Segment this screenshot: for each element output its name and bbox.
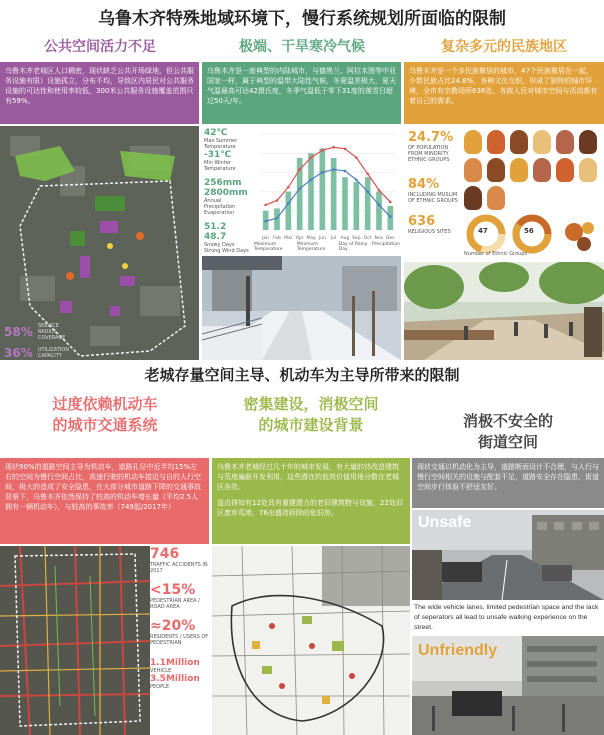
section-desc-climate: 乌鲁木齐是一座典型的内陆城市，与德黑兰、阿拉木图等中亚国家一样，属于典型的温带大陆性气候，冬夏温差极大，夏天气温最高可达42摄氏度，冬季气温低于零下31度的落雪日超过50天/年。	[202, 62, 401, 124]
x-tick-label: Dec	[385, 236, 395, 241]
precipitation-bar	[320, 148, 326, 230]
max-temp-point	[276, 199, 279, 202]
legend-item: Precipitation	[371, 242, 400, 247]
person-icon	[556, 130, 574, 154]
section-desc-construction: 乌鲁木齐老城经过几十年的城市发展，有大量的待改造建筑与荒地遍新开发利用，这些潜在的低效价值用地分散在老城区各处。 盘点得知有12处具有重建潜力的老旧建筑物与设施，22处旧区废弃荒地，76出盛待拆除的危旧房。	[212, 458, 410, 544]
max-temp-point	[321, 149, 324, 152]
precipitation-bar	[365, 177, 371, 230]
section-title-public-space: 公共空间活力不足	[44, 39, 156, 55]
max-temp-point	[366, 173, 369, 176]
legend-item: Minimum Temperature	[296, 242, 326, 252]
x-tick-label: Oct	[363, 236, 372, 241]
x-tick-label: Apr	[295, 236, 304, 241]
max-temp-point	[332, 146, 335, 149]
stat-accidents: 746	[150, 546, 180, 562]
min-temp-point	[310, 178, 313, 181]
traffic-map-graphic	[0, 546, 150, 735]
legend-item: Day of Rainy Day	[338, 242, 368, 252]
max-temp-point	[344, 147, 347, 150]
person-icon	[510, 130, 528, 154]
x-tick-label: Feb	[273, 236, 281, 241]
min-temp-point	[344, 170, 347, 173]
section-desc-public-space: 乌鲁木齐老城区人口稠密，现状缺乏公共开场绿地，但公共服务设施有限）设施孤立，分布不均，导致区内居民对公共服务设施的可达性和使用率较低，300米公共服务设施覆盖范围只有59%。	[0, 62, 199, 124]
traffic-map	[0, 546, 150, 735]
plaza-photo	[404, 262, 604, 360]
min-temp-point	[332, 168, 335, 171]
section-title-street: 消极不安全的 街道空间	[462, 412, 553, 451]
precipitation-bar	[308, 153, 314, 230]
max-temp-point	[264, 204, 267, 207]
x-tick-label: Jan	[262, 236, 270, 241]
section-desc-street: 现状交通以机动化为主导，道路断面设计不合理，与人行与慢行空间相关的设施与配套不足，道路安全存在隐患，街道空间步行体验不舒适友好。	[412, 458, 604, 508]
stat-vehicles: 1.1Million	[150, 658, 200, 668]
person-icon	[579, 130, 597, 154]
stat-service-radius: 58% SERVICE RADIUS COVERAGE	[4, 322, 66, 341]
x-tick-label: Sep	[352, 236, 361, 241]
ethnic-count-label: Number of Ethnic Groups	[464, 251, 528, 257]
ethnic-count-2: 56	[524, 227, 534, 235]
precipitation-bar	[286, 192, 292, 230]
x-tick-label: Jun	[318, 236, 326, 241]
snow-street-photo	[202, 256, 401, 360]
people-icon-grid	[464, 130, 600, 210]
unsafe-street-photo	[412, 510, 604, 600]
min-temp-point	[355, 178, 358, 181]
precipitation-bar	[342, 177, 348, 230]
x-tick-label: Mar	[284, 236, 293, 241]
construction-map-graphic	[212, 546, 410, 735]
section-title-ethnic: 复杂多元的民族地区	[441, 39, 567, 55]
ethnic-count: 47	[478, 227, 488, 235]
person-icon	[579, 158, 597, 182]
person-icon	[556, 158, 574, 182]
section-title-traffic: 过度依赖机动车 的城市交通系统	[52, 395, 158, 434]
min-temp-point	[298, 187, 301, 190]
stat-pedestrian-area: <15%	[150, 582, 196, 598]
stat-pedestrian-users: ≈20%	[150, 618, 196, 634]
label-unsafe: Unsafe	[418, 514, 472, 531]
max-temp-point	[287, 186, 290, 189]
ethnic-panel	[404, 126, 604, 260]
legend-item: Maximum Temperature	[254, 242, 283, 252]
ethnic-stats: 24.7% OF POPULATION FROM MINORITY ETHNIC GROUPS 84% INCLUDING MUSLIM OF ETHNIC GROUPS 636 RELIGIOUS SITES	[408, 130, 458, 235]
max-temp-point	[298, 168, 301, 171]
person-icon	[464, 130, 482, 154]
section-desc-ethnic: 乌鲁木齐是一个多民族聚居的城市，47个民族聚居在一起，少数民族占比24.8%，各种文化交织，形成了独特的城市环境，全市有宗教场所636处，各族人民对城市空间与活动都有着自己的需求。	[404, 62, 604, 124]
person-icon	[464, 158, 482, 182]
chart-legend	[254, 242, 400, 252]
person-icon	[533, 130, 551, 154]
x-tick-label: Jul	[330, 236, 337, 241]
section-desc-traffic: 现状90%的道路空间主导为机动车，道路孔径中近半均15%左右的空间为慢行空间占比，高速行驶的机动车接近与自的人行空间，极大的造成了安全隐患，在大部分城市道路下降的交通事故背景下，乌鲁木齐依然保持了较高的机动车增长量（平均2.5人拥有一辆机动车），与较高的事故率（749起/2017年）	[0, 458, 209, 544]
min-temp-point	[378, 204, 381, 207]
precipitation-bar	[354, 182, 360, 230]
x-tick-label: Aug	[340, 236, 350, 241]
person-icon	[464, 186, 482, 210]
x-tick-label: May	[306, 236, 316, 241]
min-temp-line	[266, 169, 391, 221]
section-header-old-city: 老城存量空间主导、机动车为主导所带来的限制	[144, 366, 460, 384]
max-temp-point	[310, 156, 313, 159]
climate-chart	[252, 130, 400, 242]
unfriendly-street-photo	[412, 636, 604, 735]
person-icon	[487, 130, 505, 154]
climate-stats: 42℃ Max Summer Temperature -31℃ Min Winter Temperature 256mm 2800mm Annual Precipitation Evaporation 51.2 48.7 Snowy Days Strong Wind Days	[204, 128, 249, 254]
min-temp-point	[366, 190, 369, 193]
plaza-photo-graphic	[404, 262, 604, 360]
snow-street-photo-graphic	[202, 256, 401, 360]
max-temp-point	[378, 189, 381, 192]
precipitation-bar	[376, 192, 382, 230]
min-temp-point	[321, 171, 324, 174]
climate-panel	[202, 126, 401, 254]
min-temp-point	[389, 215, 392, 218]
construction-map	[212, 546, 410, 735]
min-temp-point	[276, 217, 279, 220]
street-caption: The wide vehicle lanes, limited pedestrian space and the lack of seperators all lead to unsafe walking experience on the street.	[414, 604, 599, 631]
section-title-climate: 极端、干旱寒冷气候	[239, 39, 365, 55]
ethnic-donuts	[464, 214, 600, 258]
section-title-construction: 密集建设，消极空间 的城市建设背景	[243, 395, 379, 434]
min-temp-point	[287, 202, 290, 205]
max-temp-point	[389, 201, 392, 204]
stat-utilization: 36% UTILIZATION CAPACITY	[4, 346, 69, 360]
min-temp-point	[264, 220, 267, 223]
person-icon	[510, 158, 528, 182]
person-icon	[487, 158, 505, 182]
person-icon	[487, 186, 505, 210]
person-icon	[533, 158, 551, 182]
public-space-map	[0, 126, 199, 360]
page-title: 乌鲁木齐特殊地域环境下，慢行系统规划所面临的限制	[98, 9, 506, 29]
traffic-stats: 746 TRAFFIC ACCIDENTS IN 2017 <15% PEDESTRIAN AREA / ROAD AREA ≈20% RESIDENTS / USERS OF PEDESTRIAN 1.1Million VEHICLE 3.5Million PEOPLE	[150, 546, 209, 690]
max-temp-point	[355, 156, 358, 159]
label-unfriendly: Unfriendly	[418, 642, 498, 659]
x-tick-label: Nov	[374, 236, 384, 241]
stat-people: 3.5Million	[150, 674, 200, 684]
